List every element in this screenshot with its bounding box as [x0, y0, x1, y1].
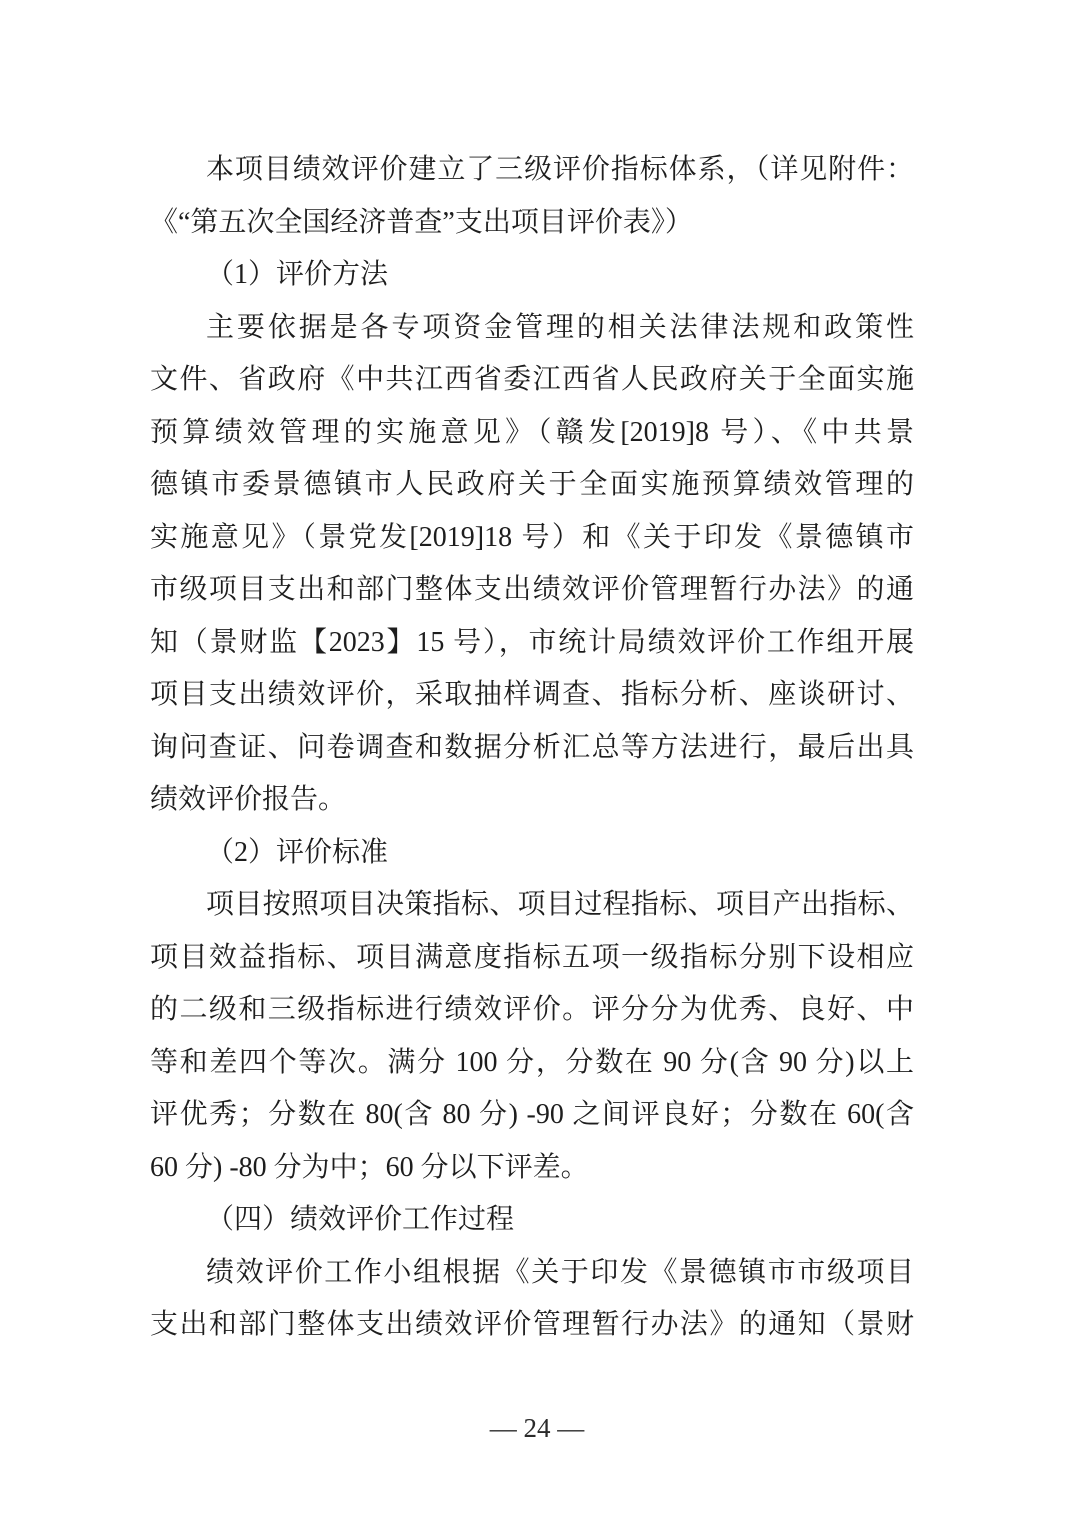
text-line: 主要依据是各专项资金管理的相关法律法规和政策性: [206, 311, 914, 343]
text-line: 60 分) -80 分为中；60 分以下评差。: [150, 1151, 589, 1183]
text-line: 知（景财监【2023】15 号），市统计局绩效评价工作组开展: [150, 626, 914, 658]
text-line: 项目效益指标、项目满意度指标五项一级指标分别下设相应: [150, 941, 914, 973]
text-line: （四）绩效评价工作过程: [206, 1204, 515, 1235]
text-line: 询问查证、问卷调查和数据分析汇总等方法进行，最后出具: [150, 731, 914, 763]
text-line: 文件、省政府《中共江西省委江西省人民政府关于全面实施: [150, 364, 914, 395]
text-line: 绩效评价报告。: [150, 784, 347, 815]
text-line: 评优秀；分数在 80(含 80 分) -90 之间评良好；分数在 60(含: [150, 1099, 914, 1130]
text-line: 绩效评价工作小组根据《关于印发《景德镇市市级项目: [206, 1256, 914, 1288]
text-line: 项目按照项目决策指标、项目过程指标、项目产出指标、: [206, 889, 914, 920]
text-line: 支出和部门整体支出绩效评价管理暂行办法》的通知（景财: [150, 1309, 914, 1340]
text-line: 的二级和三级指标进行绩效评价。评分分为优秀、良好、中: [150, 994, 914, 1025]
text-line: 预算绩效管理的实施意见》（赣发[2019]8 号）、《中共景: [150, 416, 914, 448]
document-body: [150, 144, 914, 1352]
page-number: — 24 —: [489, 1413, 585, 1443]
page-footer: [0, 1408, 1074, 1448]
text-line: 市级项目支出和部门整体支出绩效评价管理暂行办法》的通: [150, 574, 914, 605]
text-line: （2）评价标准: [206, 836, 389, 868]
text-line: （1）评价方法: [206, 259, 389, 290]
text-line: 《“第五次全国经济普查”支出项目评价表》）: [150, 206, 693, 238]
text-line: 德镇市委景德镇市人民政府关于全面实施预算绩效管理的: [150, 469, 914, 500]
text-line: 等和差四个等次。满分 100 分，分数在 90 分(含 90 分)以上: [150, 1046, 914, 1078]
text-line: 实施意见》（景党发[2019]18 号）和《关于印发《景德镇市: [150, 521, 914, 553]
text-line: 本项目绩效评价建立了三级评价指标体系，（详见附件：: [206, 154, 914, 185]
text-line: 项目支出绩效评价，采取抽样调查、指标分析、座谈研讨、: [150, 679, 914, 710]
